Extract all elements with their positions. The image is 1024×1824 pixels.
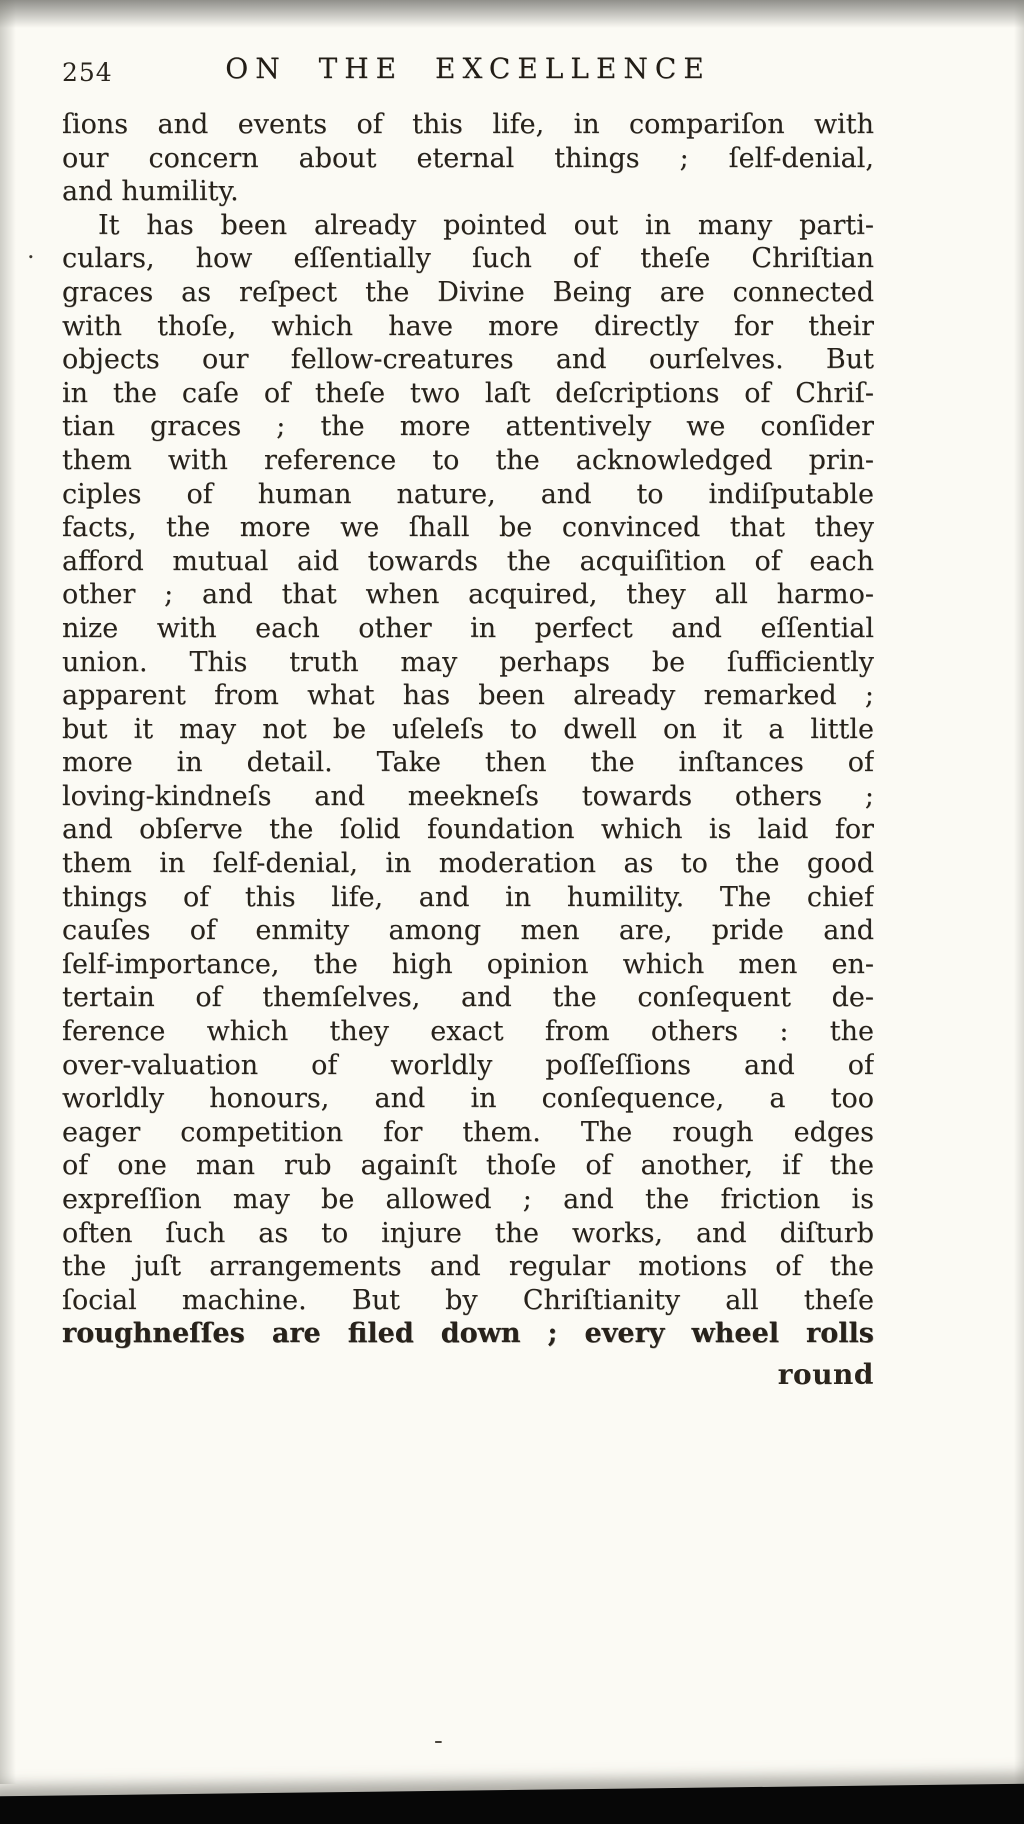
catchword: round bbox=[777, 1358, 874, 1391]
body-text bbox=[62, 108, 874, 1351]
text-line: ſelf-importance, the high opinion which men en- bbox=[62, 948, 874, 980]
text-line: nize with each other in perfect and eſſential bbox=[62, 612, 874, 644]
scan-left-edge bbox=[0, 0, 16, 1784]
text-line: tertain of themſelves, and the conſequent de- bbox=[62, 982, 874, 1014]
text-line: ſocial machine. But by Chriſtianity all theſe bbox=[62, 1284, 874, 1316]
text-line: with thoſe, which have more directly for their bbox=[62, 310, 874, 342]
text-line: tian graces ; the more attentively we conſider bbox=[62, 411, 874, 443]
text-line: often ſuch as to injure the works, and diſturb bbox=[62, 1217, 874, 1249]
text-line: them with reference to the acknowledged prin- bbox=[62, 444, 874, 476]
scan-right-edge bbox=[1014, 0, 1024, 1784]
text-line: over-valuation of worldly poſſeſſions and of bbox=[62, 1049, 874, 1081]
text-line: in the caſe of theſe two laſt deſcriptions of Chriſ- bbox=[62, 377, 874, 409]
page-number: 254 bbox=[62, 58, 113, 87]
text-line: graces as reſpect the Divine Being are connected bbox=[62, 276, 874, 308]
text-line: more in detail. Take then the inſtances of bbox=[62, 747, 874, 779]
text-line: things of this life, and in humility. The chief bbox=[62, 881, 874, 913]
text-line: eager competition for them. The rough edges bbox=[62, 1116, 874, 1148]
text-line: loving-kindneſs and meekneſs towards others ; bbox=[62, 780, 874, 812]
text-line: roughneſſes are filed down ; every wheel rolls bbox=[62, 1318, 874, 1350]
text-line: of one man rub againſt thoſe of another, if the bbox=[62, 1150, 874, 1182]
text-line: union. This truth may perhaps be ſufficiently bbox=[62, 646, 874, 678]
page-header bbox=[62, 52, 874, 92]
text-line: ference which they exact from others : the bbox=[62, 1016, 874, 1048]
text-line: expreſſion may be allowed ; and the friction is bbox=[62, 1184, 874, 1215]
text-line: but it may not be uſeleſs to dwell on it a little bbox=[62, 713, 874, 745]
text-line: objects our fellow-creatures and ourſelves. But bbox=[62, 344, 874, 376]
text-line: worldly honours, and in conſequence, a too bbox=[62, 1083, 874, 1115]
text-line: them in ſelf-denial, in moderation as to the good bbox=[62, 848, 874, 880]
text-line: and obſerve the ſolid foundation which is laid for bbox=[62, 814, 874, 846]
text-line: our concern about eternal things ; ſelf-denial, bbox=[62, 142, 874, 174]
scan-top-edge bbox=[0, 0, 1024, 28]
text-line: cauſes of enmity among men are, pride and bbox=[62, 915, 874, 947]
text-line: ſions and events of this life, in compariſon with bbox=[62, 109, 874, 140]
scan-bottom-edge bbox=[0, 1784, 1024, 1824]
text-line: apparent from what has been already remarked ; bbox=[62, 680, 874, 712]
text-line: It has been already pointed out in many parti- bbox=[98, 209, 874, 241]
text-line: afford mutual aid towards the acquiſition of each bbox=[62, 545, 874, 577]
stray-dash-mark: - bbox=[434, 1726, 443, 1756]
stray-dot-mark: . bbox=[27, 236, 35, 264]
running-title: ON THE EXCELLENCE bbox=[225, 52, 711, 85]
text-line: culars, how eſſentially ſuch of theſe Chriſtian bbox=[62, 243, 874, 275]
text-line: other ; and that when acquired, they all harmo- bbox=[62, 579, 874, 611]
text-line: facts, the more we ſhall be convinced that they bbox=[62, 512, 874, 544]
text-line: ciples of human nature, and to indiſputable bbox=[62, 478, 874, 510]
text-line: and humility. bbox=[62, 176, 239, 208]
text-line: the juſt arrangements and regular motions of the bbox=[62, 1251, 874, 1283]
